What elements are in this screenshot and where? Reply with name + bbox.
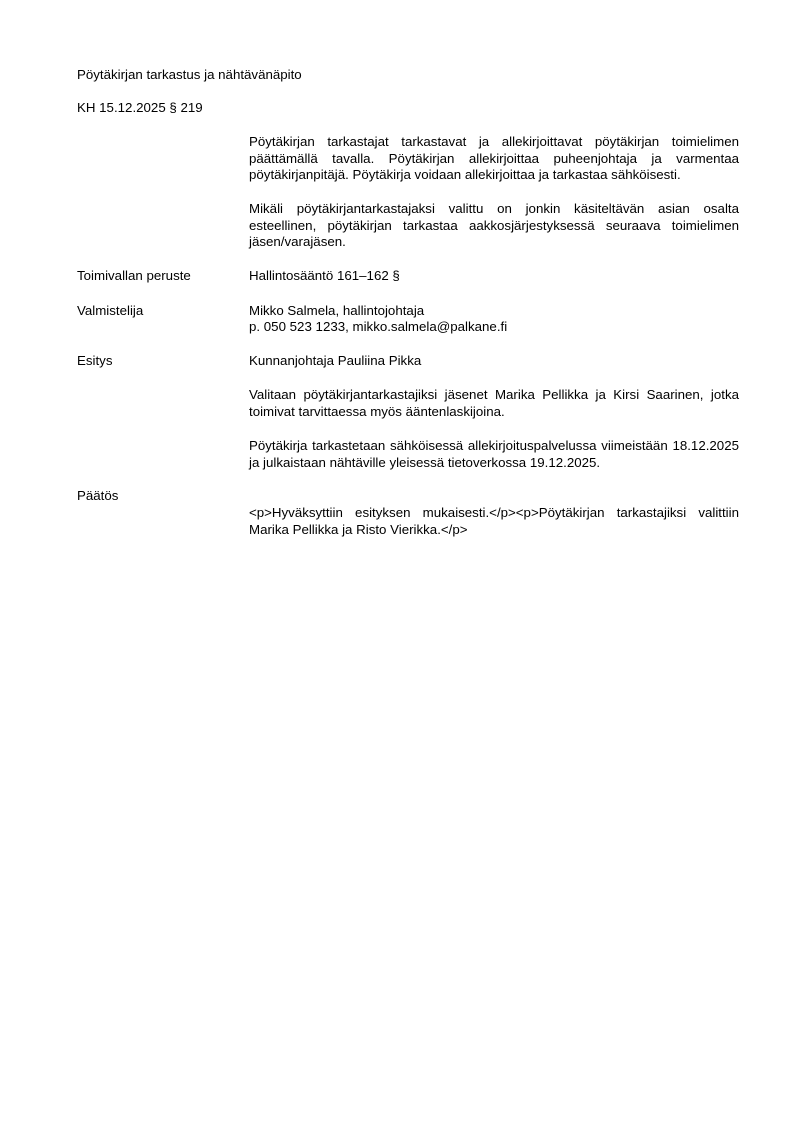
proposal-presenter: Kunnanjohtaja Pauliina Pikka (249, 353, 422, 368)
proposal-text-2: Pöytäkirja tarkastetaan sähköisessä allekirjoituspalvelussa viimeistään 18.12.2025 ja julkaistaan nähtäville yleisessä tietoverkossa 19.12.2025. (249, 438, 739, 470)
authority-value: Hallintosääntö 161–162 § (249, 268, 400, 283)
intro-paragraph-1 (249, 134, 739, 184)
proposal-text-1: Valitaan pöytäkirjantarkastajiksi jäsenet Marika Pellikka ja Kirsi Saarinen, jotka toimivat tarvittaessa myös ääntenlaskijoina. (249, 387, 739, 419)
decision-label: Päätös (77, 488, 119, 503)
authority-label: Toimivallan peruste (77, 268, 191, 283)
meeting-reference: KH 15.12.2025 § 219 (77, 100, 203, 115)
proposal-paragraph-2 (249, 438, 739, 471)
intro-text-2: Mikäli pöytäkirjantarkastajaksi valittu on jonkin käsiteltävän asian osalta esteellinen, pöytäkirjan tarkastaa aakkosjärjestyksessä seuraava toimielimen jäsen/varajäsen. (249, 201, 739, 249)
intro-paragraph-2 (249, 201, 739, 251)
proposal-label: Esitys (77, 353, 113, 368)
preparer-label: Valmistelija (77, 303, 144, 318)
preparer-name: Mikko Salmela, hallintojohtaja (249, 303, 425, 318)
intro-text-1: Pöytäkirjan tarkastajat tarkastavat ja allekirjoittavat pöytäkirjan toimielimen päättämällä tavalla. Pöytäkirjan allekirjoittaa puheenjohtaja ja varmentaa pöytäkirjanpitäjä. Pöytäkirja voidaan allekirjoittaa ja tarkastaa sähköisesti. (249, 134, 739, 182)
document-title: Pöytäkirjan tarkastus ja nähtävänäpito (77, 67, 302, 82)
proposal-paragraph-1 (249, 387, 739, 420)
decision-text: <p>Hyväksyttiin esityksen mukaisesti.</p><p>Pöytäkirjan tarkastajiksi valittiin Marika Pellikka ja Risto Vierikka.</p> (249, 505, 739, 537)
preparer-contact: p. 050 523 1233, mikko.salmela@palkane.fi (249, 319, 508, 334)
